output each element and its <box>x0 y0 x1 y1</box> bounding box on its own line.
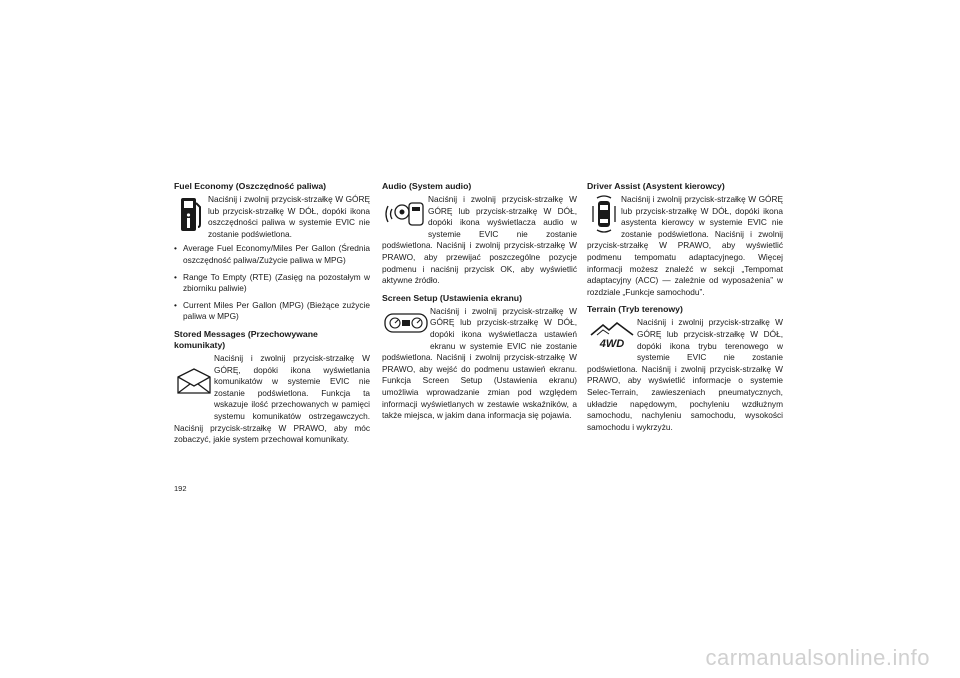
column-left <box>174 181 370 452</box>
instrument-cluster-icon <box>382 306 430 348</box>
audio-title: Audio (System audio) <box>382 181 472 191</box>
screen-setup-section <box>382 293 577 422</box>
fuel-economy-title: Fuel Economy (Oszczędność paliwa) <box>174 181 327 191</box>
column-right <box>587 181 783 439</box>
list-item: • Range To Empty (RTE) (Zasięg na pozostałym w zbiorniku paliwie) <box>174 272 370 295</box>
terrain-title: Terrain (Tryb terenowy) <box>587 304 683 315</box>
audio-speaker-icon <box>382 194 428 238</box>
list-item: • Current Miles Per Gallon (MPG) (Bieżące zużycie paliwa w MPG) <box>174 300 370 323</box>
envelope-icon <box>174 353 214 413</box>
list-item: • Average Fuel Economy/Miles Per Gallon (Średnia oszczędność paliwa/Zużycie paliwa w MPG) <box>174 243 370 266</box>
svg-text:4WD: 4WD <box>599 338 625 350</box>
audio-text: Naciśnij i zwolnij przycisk-strzałkę W GÓRĘ lub przycisk-strzałkę W DÓŁ, dopóki ikona wyświetlacza audio w systemie EVIC nie zostanie podświetlona. Naciśnij i zwolnij przycisk-strzałkę W PRAWO, aby przewijać poszczególne pozycje podmenu i naciśnij przycisk OK, aby wyświetlić aktywne źródło. <box>382 194 577 286</box>
fuel-economy-section <box>174 181 370 323</box>
fuel-economy-text: Naciśnij i zwolnij przycisk-strzałkę W GÓRĘ lub przycisk-strzałkę W DÓŁ, dopóki ikona oszczędności paliwa w systemie EVIC nie zostanie podświetlona. <box>208 194 370 239</box>
car-sensors-icon <box>587 194 621 238</box>
audio-section <box>382 181 577 287</box>
4wd-mountain-icon <box>587 317 637 357</box>
terrain-section <box>587 304 783 433</box>
column-middle <box>382 181 577 428</box>
terrain-text: Naciśnij i zwolnij przycisk-strzałkę W GÓRĘ lub przycisk-strzałkę W DÓŁ, dopóki ikona trybu terenowego w systemie EVIC nie zostanie podświetlona. Naciśnij i zwolnij przycisk-strzałkę W PRAWO, aby wyświetlić informacje o systemie Selec-Terrain, zawieszeniach pneumatycznych, układzie napędowym, pochyleniu wzdłużnym samochodu, nachyleniu samochodu, wysokości samochodu i wykrzyżu. <box>587 317 783 432</box>
fuel-pump-info-icon <box>174 194 208 238</box>
driver-assist-text: Naciśnij i zwolnij przycisk-strzałkę W GÓRĘ lub przycisk-strzałkę W DÓŁ, dopóki ikona asystenta kierowcy w systemie EVIC nie zostanie podświetlona. Naciśnij i zwolnij przycisk-strzałkę W PRAWO, aby wyświetlić podmenu tempomatu adaptacyjnego. Więcej informacji możesz znaleźć w sekcji „Tempomat adaptacyjny (ACC) — zależnie od wyposażenia” w rozdziale „Funkcje samochodu”. <box>587 194 783 297</box>
screen-setup-text: Naciśnij i zwolnij przycisk-strzałkę W GÓRĘ lub przycisk-strzałkę W DÓŁ, dopóki ikona wyświetlacza ustawień ekranu w systemie EVIC nie zostanie podświetlona. Naciśnij i zwolnij przycisk-strzałkę W PRAWO, aby wejść do podmenu ustawień ekranu. Funkcja Screen Setup (Ustawienia ekranu) umożliwia wprowadzanie zmian pod względem informacji wyświetlanych w zestawie wskaźników, a także miejsca, w jakim dana informacja się pojawia. <box>382 305 577 421</box>
page-number: 192 <box>174 484 187 493</box>
driver-assist-title: Driver Assist (Asystent kierowcy) <box>587 181 725 191</box>
fuel-economy-list <box>174 243 370 323</box>
stored-messages-section <box>174 329 370 446</box>
driver-assist-section <box>587 181 783 298</box>
watermark: carmanualsonline.info <box>705 645 930 670</box>
screen-setup-title: Screen Setup (Ustawienia ekranu) <box>382 292 523 303</box>
stored-messages-title: Stored Messages (Przechowywane komunikaty) <box>174 328 318 350</box>
stored-messages-text: Naciśnij i zwolnij przycisk-strzałkę W GÓRĘ, dopóki ikona wyświetlania komunikatów w systemie EVIC nie zostanie podświetlona. Funkcja ta wskazuje ilość przechowanych w pamięci systemu komunikatów ostrzegawczych. Naciśnij przycisk-strzałkę W PRAWO, aby móc zobaczyć, jakie system przechował komunikaty. <box>174 352 370 445</box>
